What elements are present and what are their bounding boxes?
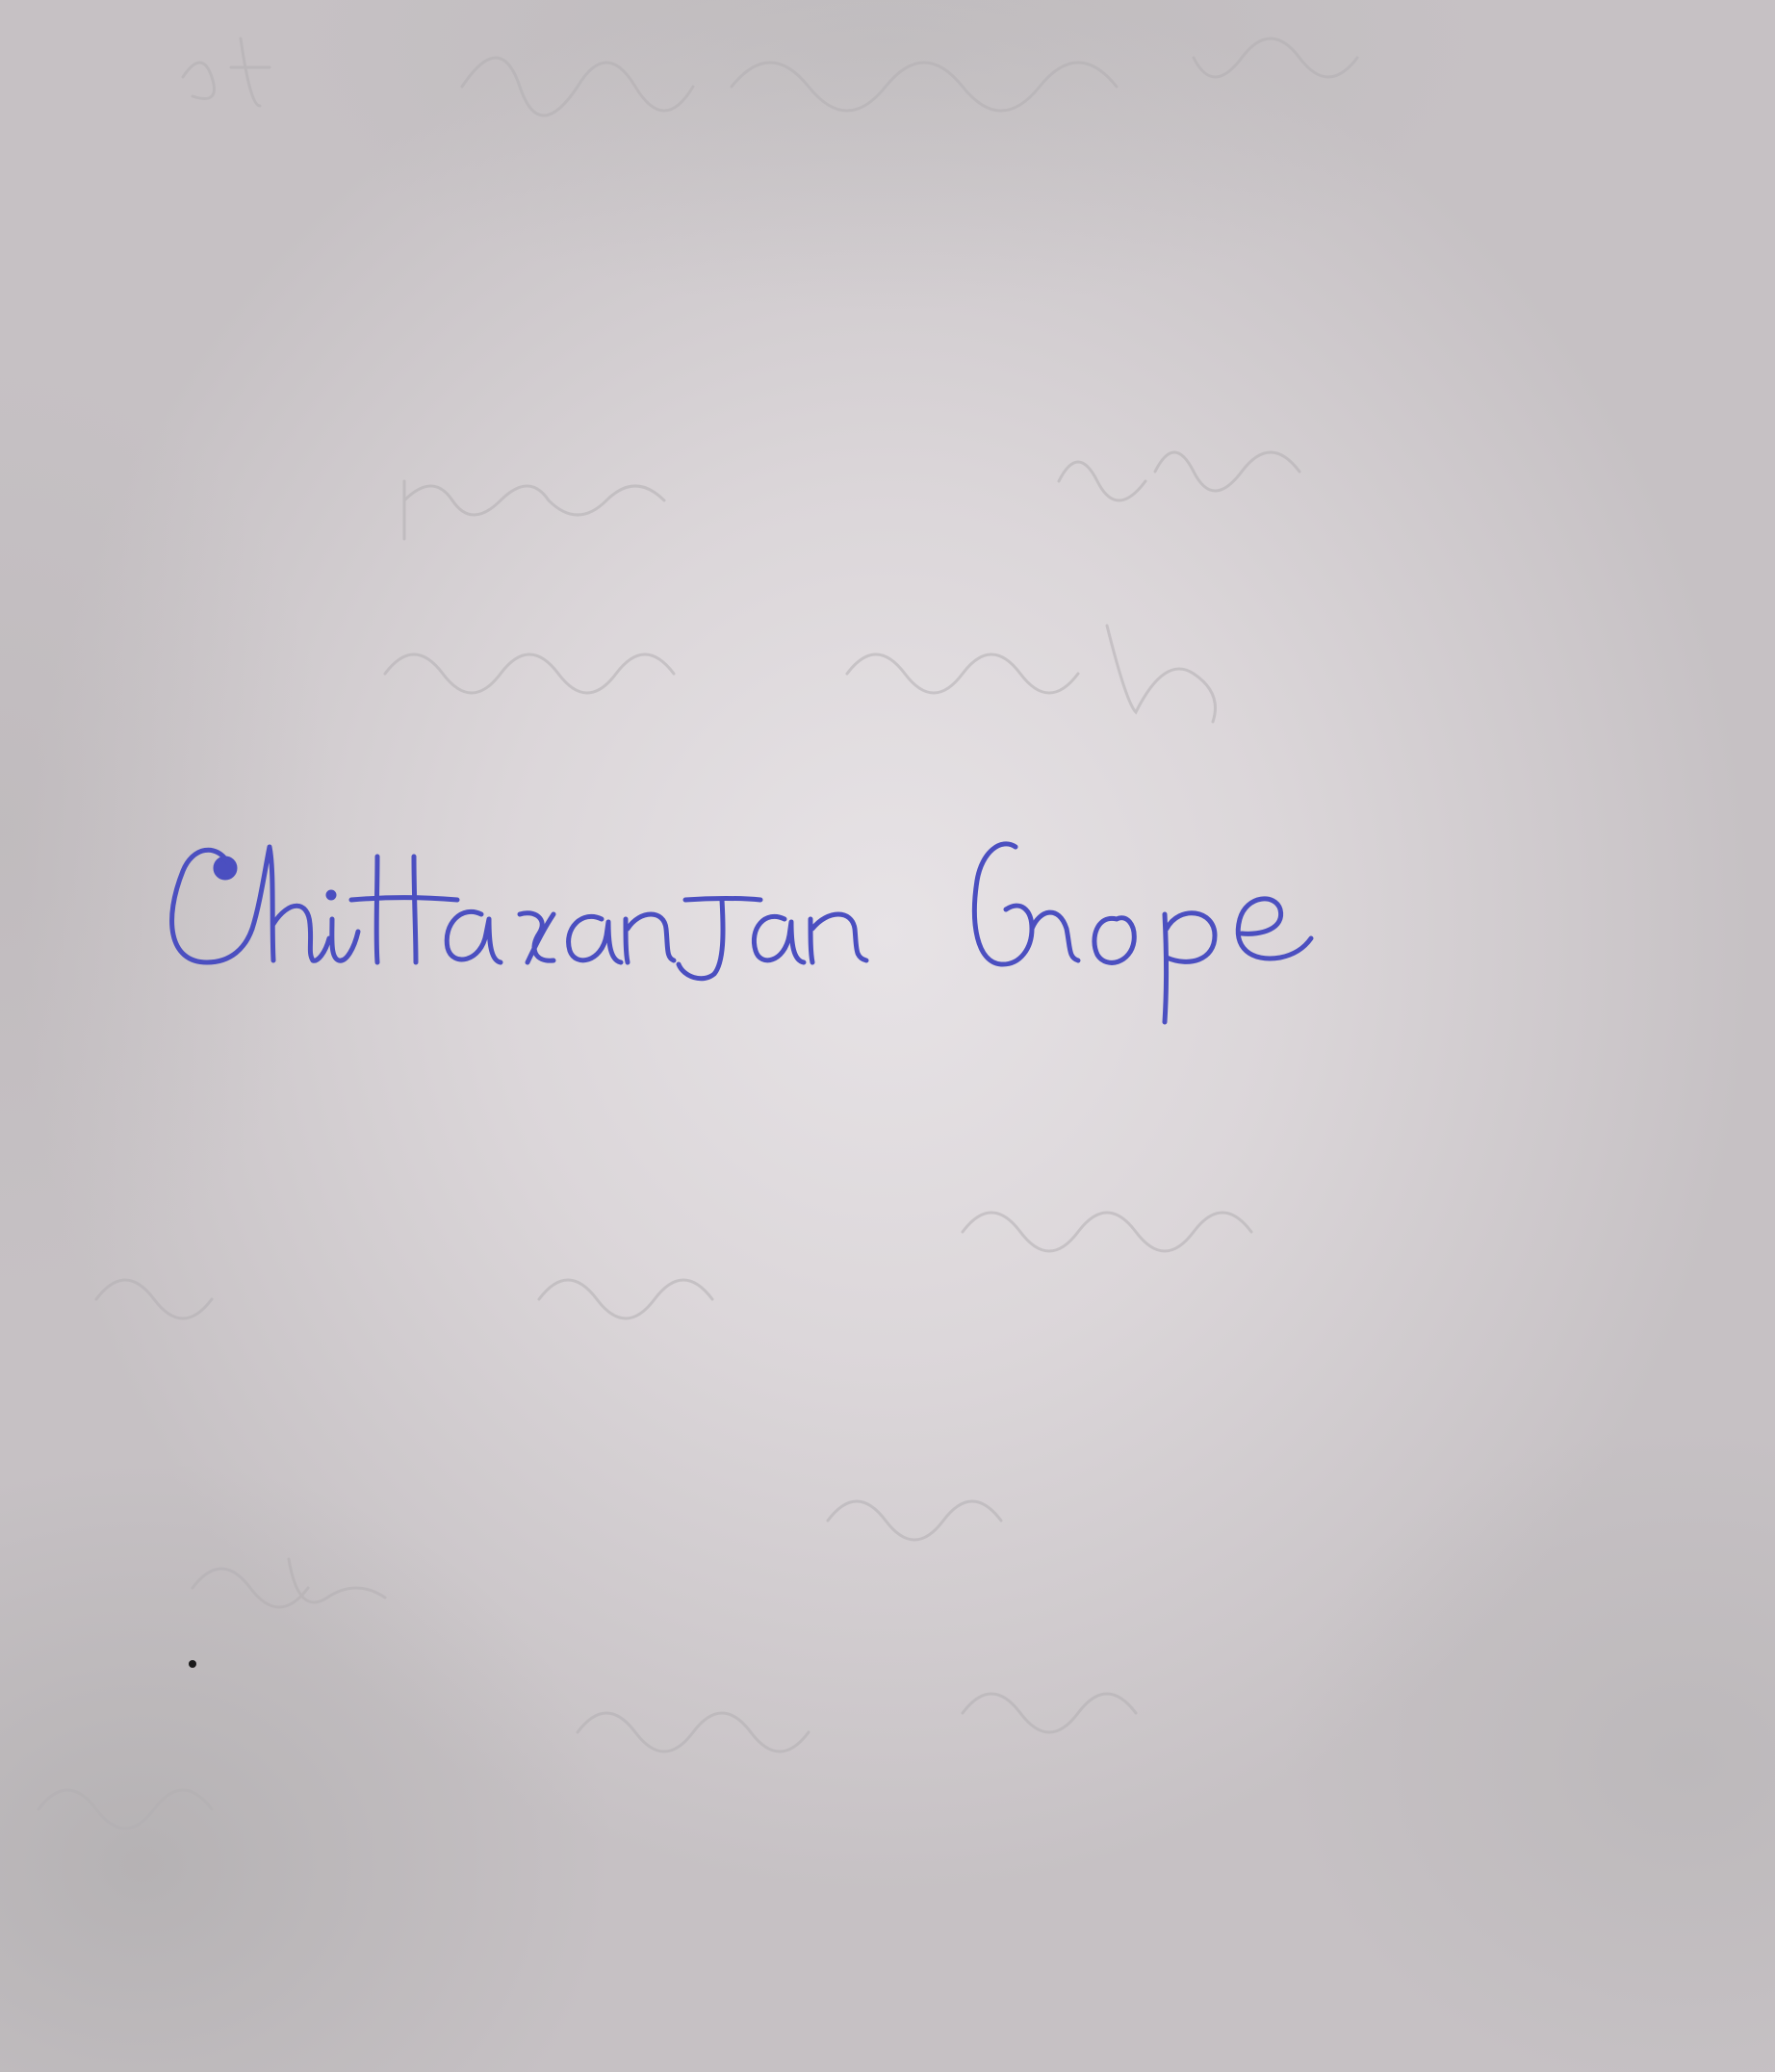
ink-speck <box>189 1660 196 1668</box>
